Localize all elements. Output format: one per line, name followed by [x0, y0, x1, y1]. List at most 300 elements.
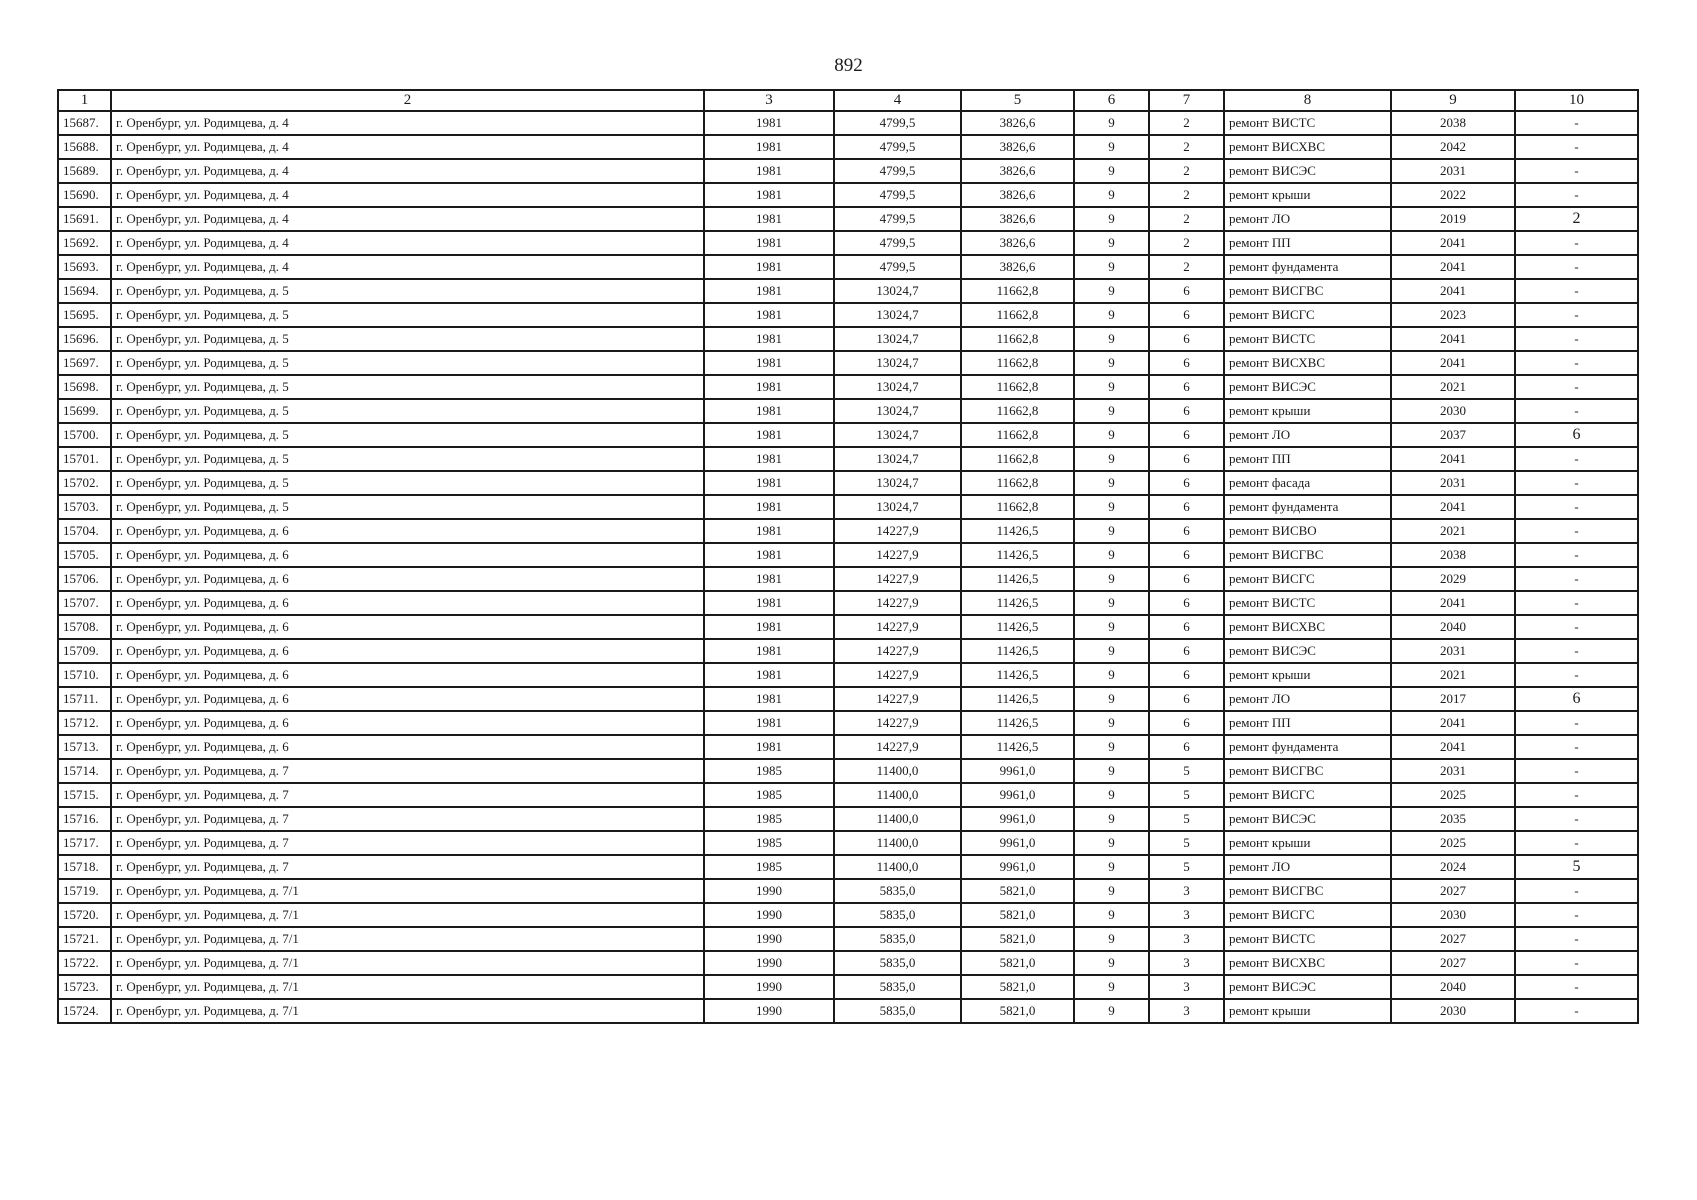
work-type-cell: ремонт ЛО: [1224, 855, 1391, 879]
living-area-cell: 11426,5: [961, 735, 1074, 759]
total-area-cell: 13024,7: [834, 447, 961, 471]
row-number-cell: 15724.: [58, 999, 111, 1023]
work-type-cell: ремонт ВИСХВС: [1224, 615, 1391, 639]
year-cell: 1990: [704, 927, 834, 951]
row-number-cell: 15711.: [58, 687, 111, 711]
living-area-cell: 3826,6: [961, 255, 1074, 279]
entrances-cell: 5: [1149, 831, 1224, 855]
row-number-cell: 15715.: [58, 783, 111, 807]
count-cell: -: [1515, 639, 1638, 663]
planned-year-cell: 2041: [1391, 351, 1515, 375]
entrances-cell: 2: [1149, 111, 1224, 135]
entrances-cell: 6: [1149, 735, 1224, 759]
total-area-cell: 13024,7: [834, 279, 961, 303]
living-area-cell: 11662,8: [961, 351, 1074, 375]
entrances-cell: 3: [1149, 951, 1224, 975]
living-area-cell: 11426,5: [961, 519, 1074, 543]
total-area-cell: 14227,9: [834, 519, 961, 543]
living-area-cell: 11426,5: [961, 663, 1074, 687]
work-type-cell: ремонт крыши: [1224, 399, 1391, 423]
total-area-cell: 13024,7: [834, 471, 961, 495]
count-cell: -: [1515, 399, 1638, 423]
count-cell: -: [1515, 327, 1638, 351]
year-cell: 1981: [704, 615, 834, 639]
year-cell: 1981: [704, 135, 834, 159]
count-cell: 6: [1515, 423, 1638, 447]
row-number-cell: 15706.: [58, 567, 111, 591]
entrances-cell: 3: [1149, 879, 1224, 903]
count-cell: -: [1515, 255, 1638, 279]
total-area-cell: 4799,5: [834, 111, 961, 135]
year-cell: 1981: [704, 399, 834, 423]
living-area-cell: 3826,6: [961, 207, 1074, 231]
row-number-cell: 15707.: [58, 591, 111, 615]
planned-year-cell: 2041: [1391, 711, 1515, 735]
floors-cell: 9: [1074, 975, 1149, 999]
count-cell: -: [1515, 903, 1638, 927]
count-cell: 6: [1515, 687, 1638, 711]
floors-cell: 9: [1074, 951, 1149, 975]
floors-cell: 9: [1074, 495, 1149, 519]
living-area-cell: 9961,0: [961, 807, 1074, 831]
row-number-cell: 15713.: [58, 735, 111, 759]
year-cell: 1981: [704, 639, 834, 663]
address-cell: г. Оренбург, ул. Родимцева, д. 6: [111, 543, 704, 567]
year-cell: 1981: [704, 543, 834, 567]
planned-year-cell: 2040: [1391, 615, 1515, 639]
total-area-cell: 14227,9: [834, 711, 961, 735]
entrances-cell: 2: [1149, 135, 1224, 159]
table-row: [58, 255, 1638, 279]
planned-year-cell: 2027: [1391, 879, 1515, 903]
total-area-cell: 11400,0: [834, 831, 961, 855]
table-row: [58, 903, 1638, 927]
work-type-cell: ремонт ПП: [1224, 447, 1391, 471]
table-row: [58, 879, 1638, 903]
entrances-cell: 3: [1149, 999, 1224, 1023]
year-cell: 1981: [704, 495, 834, 519]
planned-year-cell: 2024: [1391, 855, 1515, 879]
living-area-cell: 11662,8: [961, 471, 1074, 495]
count-cell: -: [1515, 111, 1638, 135]
address-cell: г. Оренбург, ул. Родимцева, д. 7/1: [111, 951, 704, 975]
address-cell: г. Оренбург, ул. Родимцева, д. 7/1: [111, 879, 704, 903]
planned-year-cell: 2038: [1391, 543, 1515, 567]
work-type-cell: ремонт фундамента: [1224, 255, 1391, 279]
row-number-cell: 15688.: [58, 135, 111, 159]
entrances-cell: 6: [1149, 663, 1224, 687]
living-area-cell: 9961,0: [961, 759, 1074, 783]
total-area-cell: 4799,5: [834, 135, 961, 159]
address-cell: г. Оренбург, ул. Родимцева, д. 6: [111, 519, 704, 543]
address-cell: г. Оренбург, ул. Родимцева, д. 5: [111, 471, 704, 495]
year-cell: 1981: [704, 327, 834, 351]
floors-cell: 9: [1074, 615, 1149, 639]
entrances-cell: 6: [1149, 375, 1224, 399]
table-row: [58, 855, 1638, 879]
table-row: [58, 639, 1638, 663]
total-area-cell: 5835,0: [834, 975, 961, 999]
planned-year-cell: 2025: [1391, 831, 1515, 855]
table-row: [58, 495, 1638, 519]
table-row: [58, 999, 1638, 1023]
table-row: [58, 591, 1638, 615]
floors-cell: 9: [1074, 375, 1149, 399]
row-number-cell: 15708.: [58, 615, 111, 639]
row-number-cell: 15697.: [58, 351, 111, 375]
count-cell: -: [1515, 735, 1638, 759]
entrances-cell: 2: [1149, 183, 1224, 207]
floors-cell: 9: [1074, 447, 1149, 471]
column-header: 6: [1074, 90, 1149, 111]
row-number-cell: 15714.: [58, 759, 111, 783]
row-number-cell: 15723.: [58, 975, 111, 999]
table-row: [58, 231, 1638, 255]
floors-cell: 9: [1074, 879, 1149, 903]
entrances-cell: 6: [1149, 399, 1224, 423]
table-row: [58, 519, 1638, 543]
count-cell: -: [1515, 831, 1638, 855]
column-header: 10: [1515, 90, 1638, 111]
row-number-cell: 15717.: [58, 831, 111, 855]
year-cell: 1985: [704, 855, 834, 879]
address-cell: г. Оренбург, ул. Родимцева, д. 6: [111, 687, 704, 711]
living-area-cell: 3826,6: [961, 231, 1074, 255]
total-area-cell: 13024,7: [834, 423, 961, 447]
work-type-cell: ремонт ВИСГС: [1224, 567, 1391, 591]
work-type-cell: ремонт ВИСТС: [1224, 327, 1391, 351]
entrances-cell: 3: [1149, 975, 1224, 999]
table-row: [58, 447, 1638, 471]
living-area-cell: 3826,6: [961, 135, 1074, 159]
planned-year-cell: 2037: [1391, 423, 1515, 447]
total-area-cell: 13024,7: [834, 303, 961, 327]
planned-year-cell: 2021: [1391, 375, 1515, 399]
address-cell: г. Оренбург, ул. Родимцева, д. 4: [111, 135, 704, 159]
work-type-cell: ремонт ВИСХВС: [1224, 951, 1391, 975]
row-number-cell: 15696.: [58, 327, 111, 351]
floors-cell: 9: [1074, 903, 1149, 927]
work-type-cell: ремонт ВИСГС: [1224, 303, 1391, 327]
count-cell: -: [1515, 159, 1638, 183]
row-number-cell: 15694.: [58, 279, 111, 303]
total-area-cell: 4799,5: [834, 183, 961, 207]
table-row: [58, 831, 1638, 855]
address-cell: г. Оренбург, ул. Родимцева, д. 7/1: [111, 903, 704, 927]
count-cell: -: [1515, 807, 1638, 831]
work-type-cell: ремонт ВИСГС: [1224, 783, 1391, 807]
total-area-cell: 13024,7: [834, 399, 961, 423]
table-row: [58, 159, 1638, 183]
work-type-cell: ремонт ВИСГВС: [1224, 759, 1391, 783]
work-type-cell: ремонт ВИСГВС: [1224, 879, 1391, 903]
total-area-cell: 14227,9: [834, 687, 961, 711]
floors-cell: 9: [1074, 783, 1149, 807]
count-cell: -: [1515, 615, 1638, 639]
work-type-cell: ремонт ВИСЭС: [1224, 375, 1391, 399]
work-type-cell: ремонт ВИСЭС: [1224, 807, 1391, 831]
total-area-cell: 14227,9: [834, 735, 961, 759]
table-row: [58, 759, 1638, 783]
total-area-cell: 4799,5: [834, 159, 961, 183]
table-row: [58, 807, 1638, 831]
work-type-cell: ремонт ВИСГВС: [1224, 543, 1391, 567]
floors-cell: 9: [1074, 807, 1149, 831]
page-number: 892: [834, 55, 863, 76]
floors-cell: 9: [1074, 927, 1149, 951]
year-cell: 1990: [704, 975, 834, 999]
year-cell: 1981: [704, 711, 834, 735]
column-header: 3: [704, 90, 834, 111]
living-area-cell: 11426,5: [961, 591, 1074, 615]
work-type-cell: ремонт ЛО: [1224, 423, 1391, 447]
address-cell: г. Оренбург, ул. Родимцева, д. 7: [111, 855, 704, 879]
row-number-cell: 15691.: [58, 207, 111, 231]
planned-year-cell: 2022: [1391, 183, 1515, 207]
total-area-cell: 14227,9: [834, 591, 961, 615]
row-number-cell: 15702.: [58, 471, 111, 495]
floors-cell: 9: [1074, 831, 1149, 855]
floors-cell: 9: [1074, 423, 1149, 447]
address-cell: г. Оренбург, ул. Родимцева, д. 6: [111, 711, 704, 735]
planned-year-cell: 2042: [1391, 135, 1515, 159]
floors-cell: 9: [1074, 207, 1149, 231]
living-area-cell: 11662,8: [961, 375, 1074, 399]
year-cell: 1985: [704, 759, 834, 783]
count-cell: -: [1515, 279, 1638, 303]
year-cell: 1981: [704, 351, 834, 375]
living-area-cell: 11426,5: [961, 687, 1074, 711]
row-number-cell: 15689.: [58, 159, 111, 183]
living-area-cell: 11662,8: [961, 495, 1074, 519]
total-area-cell: 11400,0: [834, 759, 961, 783]
row-number-cell: 15703.: [58, 495, 111, 519]
work-type-cell: ремонт ВИСВО: [1224, 519, 1391, 543]
living-area-cell: 9961,0: [961, 855, 1074, 879]
entrances-cell: 6: [1149, 279, 1224, 303]
floors-cell: 9: [1074, 279, 1149, 303]
planned-year-cell: 2029: [1391, 567, 1515, 591]
address-cell: г. Оренбург, ул. Родимцева, д. 7: [111, 831, 704, 855]
count-cell: -: [1515, 567, 1638, 591]
year-cell: 1981: [704, 183, 834, 207]
column-header: 4: [834, 90, 961, 111]
work-type-cell: ремонт крыши: [1224, 831, 1391, 855]
total-area-cell: 4799,5: [834, 231, 961, 255]
living-area-cell: 5821,0: [961, 999, 1074, 1023]
table-row: [58, 327, 1638, 351]
row-number-cell: 15709.: [58, 639, 111, 663]
count-cell: -: [1515, 591, 1638, 615]
total-area-cell: 11400,0: [834, 783, 961, 807]
planned-year-cell: 2035: [1391, 807, 1515, 831]
entrances-cell: 6: [1149, 495, 1224, 519]
row-number-cell: 15704.: [58, 519, 111, 543]
work-type-cell: ремонт ВИСЭС: [1224, 159, 1391, 183]
entrances-cell: 2: [1149, 231, 1224, 255]
planned-year-cell: 2021: [1391, 519, 1515, 543]
table-row: [58, 711, 1638, 735]
work-type-cell: ремонт ВИСЭС: [1224, 975, 1391, 999]
floors-cell: 9: [1074, 183, 1149, 207]
floors-cell: 9: [1074, 711, 1149, 735]
work-type-cell: ремонт ПП: [1224, 711, 1391, 735]
living-area-cell: 5821,0: [961, 903, 1074, 927]
address-cell: г. Оренбург, ул. Родимцева, д. 4: [111, 231, 704, 255]
planned-year-cell: 2041: [1391, 255, 1515, 279]
living-area-cell: 11426,5: [961, 639, 1074, 663]
total-area-cell: 14227,9: [834, 615, 961, 639]
living-area-cell: 5821,0: [961, 975, 1074, 999]
row-number-cell: 15690.: [58, 183, 111, 207]
floors-cell: 9: [1074, 639, 1149, 663]
work-type-cell: ремонт ВИСТС: [1224, 111, 1391, 135]
address-cell: г. Оренбург, ул. Родимцева, д. 5: [111, 351, 704, 375]
living-area-cell: 11662,8: [961, 399, 1074, 423]
living-area-cell: 11662,8: [961, 423, 1074, 447]
count-cell: -: [1515, 783, 1638, 807]
entrances-cell: 6: [1149, 519, 1224, 543]
floors-cell: 9: [1074, 303, 1149, 327]
count-cell: -: [1515, 351, 1638, 375]
living-area-cell: 3826,6: [961, 111, 1074, 135]
count-cell: -: [1515, 183, 1638, 207]
work-type-cell: ремонт ВИСХВС: [1224, 135, 1391, 159]
entrances-cell: 6: [1149, 687, 1224, 711]
count-cell: -: [1515, 471, 1638, 495]
entrances-cell: 6: [1149, 447, 1224, 471]
total-area-cell: 13024,7: [834, 351, 961, 375]
table-row: [58, 399, 1638, 423]
address-cell: г. Оренбург, ул. Родимцева, д. 4: [111, 111, 704, 135]
column-header: 5: [961, 90, 1074, 111]
planned-year-cell: 2041: [1391, 591, 1515, 615]
count-cell: -: [1515, 951, 1638, 975]
total-area-cell: 4799,5: [834, 255, 961, 279]
table-row: [58, 735, 1638, 759]
table-row: [58, 783, 1638, 807]
address-cell: г. Оренбург, ул. Родимцева, д. 5: [111, 447, 704, 471]
planned-year-cell: 2041: [1391, 231, 1515, 255]
floors-cell: 9: [1074, 471, 1149, 495]
row-number-cell: 15719.: [58, 879, 111, 903]
row-number-cell: 15692.: [58, 231, 111, 255]
entrances-cell: 2: [1149, 207, 1224, 231]
table-row: [58, 111, 1638, 135]
total-area-cell: 13024,7: [834, 327, 961, 351]
address-cell: г. Оренбург, ул. Родимцева, д. 4: [111, 159, 704, 183]
living-area-cell: 5821,0: [961, 927, 1074, 951]
count-cell: -: [1515, 999, 1638, 1023]
planned-year-cell: 2030: [1391, 999, 1515, 1023]
year-cell: 1981: [704, 735, 834, 759]
planned-year-cell: 2031: [1391, 759, 1515, 783]
living-area-cell: 3826,6: [961, 159, 1074, 183]
floors-cell: 9: [1074, 999, 1149, 1023]
year-cell: 1981: [704, 111, 834, 135]
work-type-cell: ремонт ВИСГВС: [1224, 279, 1391, 303]
year-cell: 1985: [704, 831, 834, 855]
year-cell: 1990: [704, 951, 834, 975]
floors-cell: 9: [1074, 159, 1149, 183]
entrances-cell: 6: [1149, 639, 1224, 663]
entrances-cell: 2: [1149, 159, 1224, 183]
year-cell: 1981: [704, 663, 834, 687]
total-area-cell: 11400,0: [834, 855, 961, 879]
planned-year-cell: 2031: [1391, 639, 1515, 663]
count-cell: -: [1515, 759, 1638, 783]
year-cell: 1981: [704, 687, 834, 711]
row-number-cell: 15700.: [58, 423, 111, 447]
work-type-cell: ремонт ВИСХВС: [1224, 351, 1391, 375]
repair-schedule-table: [57, 89, 1639, 1024]
count-cell: -: [1515, 519, 1638, 543]
total-area-cell: 5835,0: [834, 951, 961, 975]
address-cell: г. Оренбург, ул. Родимцева, д. 6: [111, 615, 704, 639]
planned-year-cell: 2038: [1391, 111, 1515, 135]
table-row: [58, 135, 1638, 159]
table-row: [58, 303, 1638, 327]
floors-cell: 9: [1074, 135, 1149, 159]
count-cell: -: [1515, 975, 1638, 999]
table-row: [58, 351, 1638, 375]
row-number-cell: 15722.: [58, 951, 111, 975]
address-cell: г. Оренбург, ул. Родимцева, д. 7: [111, 783, 704, 807]
total-area-cell: 13024,7: [834, 375, 961, 399]
year-cell: 1981: [704, 447, 834, 471]
address-cell: г. Оренбург, ул. Родимцева, д. 4: [111, 183, 704, 207]
count-cell: -: [1515, 663, 1638, 687]
table-row: [58, 615, 1638, 639]
floors-cell: 9: [1074, 519, 1149, 543]
work-type-cell: ремонт крыши: [1224, 999, 1391, 1023]
count-cell: -: [1515, 303, 1638, 327]
count-cell: -: [1515, 927, 1638, 951]
work-type-cell: ремонт крыши: [1224, 663, 1391, 687]
living-area-cell: 11426,5: [961, 615, 1074, 639]
row-number-cell: 15701.: [58, 447, 111, 471]
entrances-cell: 2: [1149, 255, 1224, 279]
address-cell: г. Оренбург, ул. Родимцева, д. 5: [111, 279, 704, 303]
floors-cell: 9: [1074, 687, 1149, 711]
count-cell: 5: [1515, 855, 1638, 879]
living-area-cell: 11426,5: [961, 543, 1074, 567]
table-row: [58, 471, 1638, 495]
floors-cell: 9: [1074, 567, 1149, 591]
floors-cell: 9: [1074, 735, 1149, 759]
entrances-cell: 5: [1149, 759, 1224, 783]
count-cell: -: [1515, 447, 1638, 471]
planned-year-cell: 2040: [1391, 975, 1515, 999]
planned-year-cell: 2041: [1391, 495, 1515, 519]
year-cell: 1981: [704, 207, 834, 231]
entrances-cell: 6: [1149, 471, 1224, 495]
column-header: 9: [1391, 90, 1515, 111]
table-row: [58, 927, 1638, 951]
floors-cell: 9: [1074, 399, 1149, 423]
count-cell: -: [1515, 495, 1638, 519]
planned-year-cell: 2025: [1391, 783, 1515, 807]
address-cell: г. Оренбург, ул. Родимцева, д. 7/1: [111, 975, 704, 999]
work-type-cell: ремонт ВИСТС: [1224, 591, 1391, 615]
living-area-cell: 11662,8: [961, 279, 1074, 303]
year-cell: 1990: [704, 903, 834, 927]
row-number-cell: 15710.: [58, 663, 111, 687]
floors-cell: 9: [1074, 111, 1149, 135]
table-row: [58, 207, 1638, 231]
column-header: 8: [1224, 90, 1391, 111]
floors-cell: 9: [1074, 591, 1149, 615]
